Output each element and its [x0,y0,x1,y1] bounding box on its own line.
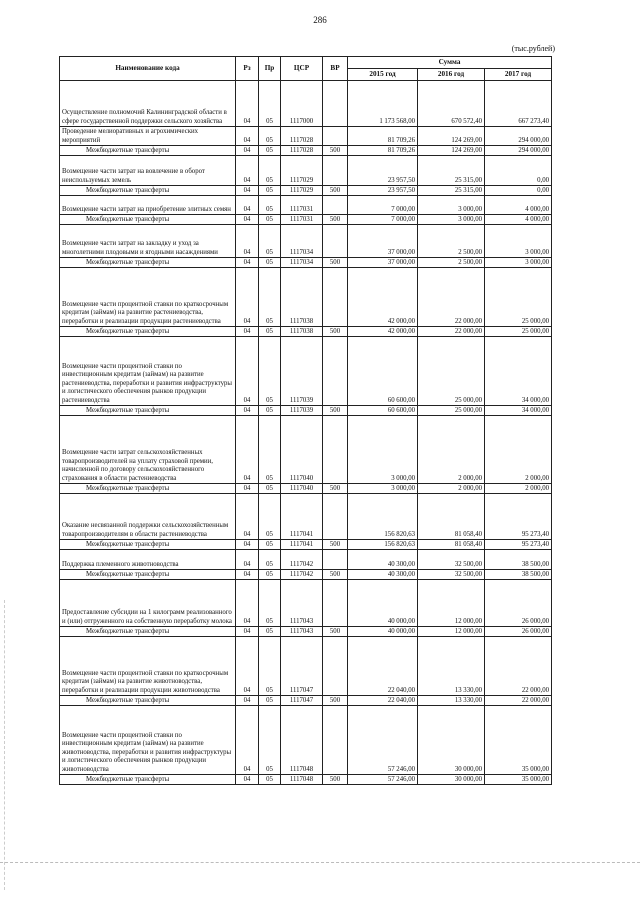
cell-2015: 81 709,26 [348,146,418,156]
table-header [60,57,552,81]
table-row [60,494,552,540]
cell-vr [323,196,348,215]
cell-2016: 124 269,00 [418,127,485,146]
cell-csr: 1117031 [281,196,323,215]
cell-csr: 1117031 [281,215,323,225]
cell-csr: 1117034 [281,258,323,268]
cell-pr: 05 [259,81,281,127]
cell-2016: 30 000,00 [418,706,485,775]
cell-rz: 04 [236,81,259,127]
cell-vr [323,268,348,327]
cell-2016: 13 330,00 [418,637,485,696]
cell-2016: 2 500,00 [418,258,485,268]
cell-2016: 3 000,00 [418,196,485,215]
cell-csr: 1117042 [281,570,323,580]
cell-2015: 40 300,00 [348,570,418,580]
cell-2017: 26 000,00 [485,580,552,627]
cell-name: Межбюджетные трансферты [60,540,236,550]
cell-pr: 05 [259,406,281,416]
cell-vr: 500 [323,258,348,268]
cell-name: Межбюджетные трансферты [60,258,236,268]
scan-fold-line [0,862,640,863]
cell-csr: 1117029 [281,156,323,186]
cell-2016: 13 330,00 [418,696,485,706]
cell-2017: 0,00 [485,186,552,196]
cell-rz: 04 [236,215,259,225]
cell-rz: 04 [236,156,259,186]
cell-vr [323,416,348,484]
cell-name: Возмещение части затрат на вовлечение в оборот неиспользуемых земель [60,156,236,186]
cell-csr: 1117038 [281,327,323,337]
cell-2016: 32 500,00 [418,570,485,580]
cell-pr: 05 [259,550,281,570]
header-vr: ВР [323,57,348,81]
cell-2016: 81 058,40 [418,494,485,540]
cell-2016: 22 000,00 [418,268,485,327]
cell-2016: 12 000,00 [418,627,485,637]
cell-2015: 3 000,00 [348,484,418,494]
header-name: Наименование кода [60,57,236,81]
cell-rz: 04 [236,540,259,550]
cell-2015: 57 246,00 [348,706,418,775]
header-rz: Рз [236,57,259,81]
cell-name: Поддержка племенного животноводства [60,550,236,570]
page-number: 286 [313,15,327,25]
cell-rz: 04 [236,550,259,570]
cell-pr: 05 [259,570,281,580]
cell-vr: 500 [323,540,348,550]
cell-2017: 667 273,40 [485,81,552,127]
cell-vr [323,225,348,258]
cell-name: Межбюджетные трансферты [60,570,236,580]
cell-pr: 05 [259,327,281,337]
cell-rz: 04 [236,258,259,268]
cell-name: Оказание несвязанной поддержки сельскохозяйственным товаропроизводителям в области растениеводства [60,494,236,540]
cell-2015: 7 000,00 [348,196,418,215]
cell-vr [323,127,348,146]
cell-pr: 05 [259,696,281,706]
cell-csr: 1117028 [281,146,323,156]
table-row [60,706,552,775]
cell-csr: 1117048 [281,775,323,785]
cell-2017: 3 000,00 [485,258,552,268]
header-year-2016: 2016 год [418,69,485,81]
cell-name: Возмещение части процентной ставки по инвестиционным кредитам (займам) на развитие животноводства, переработки и развития инфраструктуры и логистического обеспечения рынков продукции животноводства [60,706,236,775]
cell-2015: 156 820,63 [348,494,418,540]
cell-name: Межбюджетные трансферты [60,186,236,196]
cell-2017: 4 000,00 [485,196,552,215]
cell-csr: 1117038 [281,268,323,327]
cell-rz: 04 [236,484,259,494]
cell-name: Межбюджетные трансферты [60,484,236,494]
cell-2016: 670 572,40 [418,81,485,127]
cell-2016: 25 000,00 [418,337,485,406]
cell-rz: 04 [236,627,259,637]
cell-vr [323,706,348,775]
cell-rz: 04 [236,186,259,196]
cell-2015: 23 957,50 [348,186,418,196]
cell-2017: 22 000,00 [485,637,552,696]
table-row-transfer [60,215,552,225]
cell-vr: 500 [323,146,348,156]
cell-name: Возмещение части процентной ставки по краткосрочным кредитам (займам) на развитие растениеводства, переработки и реализации продукции растениеводства [60,268,236,327]
cell-pr: 05 [259,225,281,258]
cell-2016: 124 269,00 [418,146,485,156]
budget-table [59,56,552,785]
table-row [60,127,552,146]
cell-pr: 05 [259,484,281,494]
cell-name: Межбюджетные трансферты [60,406,236,416]
cell-2016: 25 315,00 [418,156,485,186]
cell-csr: 1117028 [281,127,323,146]
table-row [60,550,552,570]
table-row [60,337,552,406]
cell-rz: 04 [236,327,259,337]
cell-2016: 12 000,00 [418,580,485,627]
table-row-transfer [60,696,552,706]
cell-rz: 04 [236,570,259,580]
cell-name: Межбюджетные трансферты [60,215,236,225]
cell-2015: 60 600,00 [348,337,418,406]
cell-pr: 05 [259,156,281,186]
table-row [60,196,552,215]
cell-2017: 38 500,00 [485,570,552,580]
table-row-transfer [60,258,552,268]
table-row-transfer [60,627,552,637]
cell-2016: 22 000,00 [418,327,485,337]
cell-2015: 156 820,63 [348,540,418,550]
cell-csr: 1117039 [281,406,323,416]
cell-pr: 05 [259,540,281,550]
cell-csr: 1117040 [281,484,323,494]
header-pr: Пр [259,57,281,81]
cell-vr: 500 [323,696,348,706]
cell-pr: 05 [259,127,281,146]
cell-2015: 1 173 568,00 [348,81,418,127]
cell-csr: 1117042 [281,550,323,570]
cell-2017: 34 000,00 [485,337,552,406]
cell-rz: 04 [236,494,259,540]
scan-edge-line [4,600,5,890]
cell-csr: 1117000 [281,81,323,127]
cell-2015: 60 600,00 [348,406,418,416]
table-row-transfer [60,570,552,580]
table-body [60,81,552,785]
cell-2015: 37 000,00 [348,225,418,258]
cell-vr: 500 [323,570,348,580]
header-csr: ЦСР [281,57,323,81]
cell-2017: 3 000,00 [485,225,552,258]
cell-vr: 500 [323,406,348,416]
cell-vr [323,637,348,696]
cell-pr: 05 [259,416,281,484]
cell-vr: 500 [323,484,348,494]
cell-name: Возмещение части затрат на закладку и уход за многолетними плодовыми и ягодными насаждениями [60,225,236,258]
cell-csr: 1117041 [281,494,323,540]
table-row-transfer [60,186,552,196]
cell-vr [323,81,348,127]
cell-name: Проведение мелиоративных и агрохимических мероприятий [60,127,236,146]
cell-2016: 2 000,00 [418,416,485,484]
cell-2016: 25 000,00 [418,406,485,416]
cell-2016: 81 058,40 [418,540,485,550]
cell-2017: 25 000,00 [485,268,552,327]
cell-2016: 25 315,00 [418,186,485,196]
cell-vr: 500 [323,775,348,785]
cell-pr: 05 [259,580,281,627]
header-year-2015: 2015 год [348,69,418,81]
cell-rz: 04 [236,637,259,696]
cell-2017: 294 000,00 [485,127,552,146]
cell-name: Межбюджетные трансферты [60,775,236,785]
table-row-transfer [60,406,552,416]
cell-csr: 1117043 [281,580,323,627]
cell-pr: 05 [259,258,281,268]
cell-vr: 500 [323,627,348,637]
cell-rz: 04 [236,696,259,706]
cell-2016: 2 000,00 [418,484,485,494]
table-row [60,156,552,186]
cell-name: Возмещение части затрат на приобретение элитных семян [60,196,236,215]
cell-rz: 04 [236,775,259,785]
cell-csr: 1117029 [281,186,323,196]
cell-2015: 40 000,00 [348,580,418,627]
cell-2017: 25 000,00 [485,327,552,337]
cell-rz: 04 [236,706,259,775]
cell-pr: 05 [259,627,281,637]
cell-2015: 81 709,26 [348,127,418,146]
cell-rz: 04 [236,416,259,484]
cell-2015: 42 000,00 [348,327,418,337]
cell-rz: 04 [236,406,259,416]
table-row-transfer [60,327,552,337]
cell-name: Межбюджетные трансферты [60,146,236,156]
cell-pr: 05 [259,637,281,696]
cell-rz: 04 [236,337,259,406]
header-sum: Сумма [348,57,552,69]
cell-2016: 32 500,00 [418,550,485,570]
table-row-transfer [60,484,552,494]
cell-vr [323,550,348,570]
cell-2015: 22 040,00 [348,637,418,696]
cell-vr: 500 [323,327,348,337]
cell-rz: 04 [236,196,259,215]
cell-2016: 3 000,00 [418,215,485,225]
cell-name: Межбюджетные трансферты [60,627,236,637]
table-row [60,580,552,627]
cell-name: Возмещение части процентной ставки по инвестиционным кредитам (займам) на развитие растениеводства, переработки и развития инфраструктуры и логистического обеспечения рынков продукции растениеводства [60,337,236,406]
cell-vr [323,580,348,627]
cell-2017: 294 000,00 [485,146,552,156]
cell-pr: 05 [259,706,281,775]
table-row-transfer [60,146,552,156]
cell-2017: 0,00 [485,156,552,186]
cell-2015: 3 000,00 [348,416,418,484]
table-row [60,416,552,484]
cell-csr: 1117048 [281,706,323,775]
cell-2017: 2 000,00 [485,416,552,484]
cell-2016: 30 000,00 [418,775,485,785]
header-year-2017: 2017 год [485,69,552,81]
units-label: (тыс.рублей) [511,44,555,53]
cell-2017: 35 000,00 [485,775,552,785]
cell-name: Возмещение части процентной ставки по краткосрочным кредитам (займам) на развитие животноводства, переработки и реализации продукции животноводства [60,637,236,696]
cell-2015: 22 040,00 [348,696,418,706]
cell-csr: 1117047 [281,696,323,706]
table-row [60,637,552,696]
cell-2015: 23 957,50 [348,156,418,186]
table-row [60,225,552,258]
cell-rz: 04 [236,127,259,146]
cell-rz: 04 [236,225,259,258]
cell-rz: 04 [236,580,259,627]
cell-vr [323,494,348,540]
cell-2015: 40 300,00 [348,550,418,570]
cell-2017: 26 000,00 [485,627,552,637]
cell-2015: 57 246,00 [348,775,418,785]
cell-2017: 35 000,00 [485,706,552,775]
cell-vr: 500 [323,215,348,225]
cell-csr: 1117041 [281,540,323,550]
cell-2015: 40 000,00 [348,627,418,637]
cell-2017: 38 500,00 [485,550,552,570]
cell-name: Осуществление полномочий Калининградской области в сфере государственной поддержки сельского хозяйства [60,81,236,127]
cell-vr [323,337,348,406]
cell-csr: 1117034 [281,225,323,258]
cell-pr: 05 [259,146,281,156]
cell-name: Межбюджетные трансферты [60,696,236,706]
cell-pr: 05 [259,775,281,785]
cell-2017: 4 000,00 [485,215,552,225]
cell-csr: 1117047 [281,637,323,696]
cell-vr: 500 [323,186,348,196]
cell-pr: 05 [259,268,281,327]
cell-2017: 2 000,00 [485,484,552,494]
cell-name: Предоставление субсидии на 1 килограмм реализованного и (или) отгруженного на собственную переработку молока [60,580,236,627]
cell-pr: 05 [259,186,281,196]
table-row [60,81,552,127]
cell-pr: 05 [259,196,281,215]
cell-2017: 34 000,00 [485,406,552,416]
cell-2015: 42 000,00 [348,268,418,327]
table-row [60,268,552,327]
cell-2015: 37 000,00 [348,258,418,268]
cell-rz: 04 [236,268,259,327]
cell-2015: 7 000,00 [348,215,418,225]
cell-vr [323,156,348,186]
cell-2016: 2 500,00 [418,225,485,258]
cell-name: Возмещение части затрат сельскохозяйственных товаропроизводителей на уплату страховой премии, начисленной по договору сельскохозяйственного страхования в области растениеводства [60,416,236,484]
cell-csr: 1117040 [281,416,323,484]
table-row-transfer [60,775,552,785]
cell-2017: 22 000,00 [485,696,552,706]
cell-pr: 05 [259,494,281,540]
cell-2017: 95 273,40 [485,540,552,550]
cell-pr: 05 [259,337,281,406]
cell-rz: 04 [236,146,259,156]
table-row-transfer [60,540,552,550]
cell-csr: 1117039 [281,337,323,406]
cell-name: Межбюджетные трансферты [60,327,236,337]
cell-pr: 05 [259,215,281,225]
cell-csr: 1117043 [281,627,323,637]
cell-2017: 95 273,40 [485,494,552,540]
